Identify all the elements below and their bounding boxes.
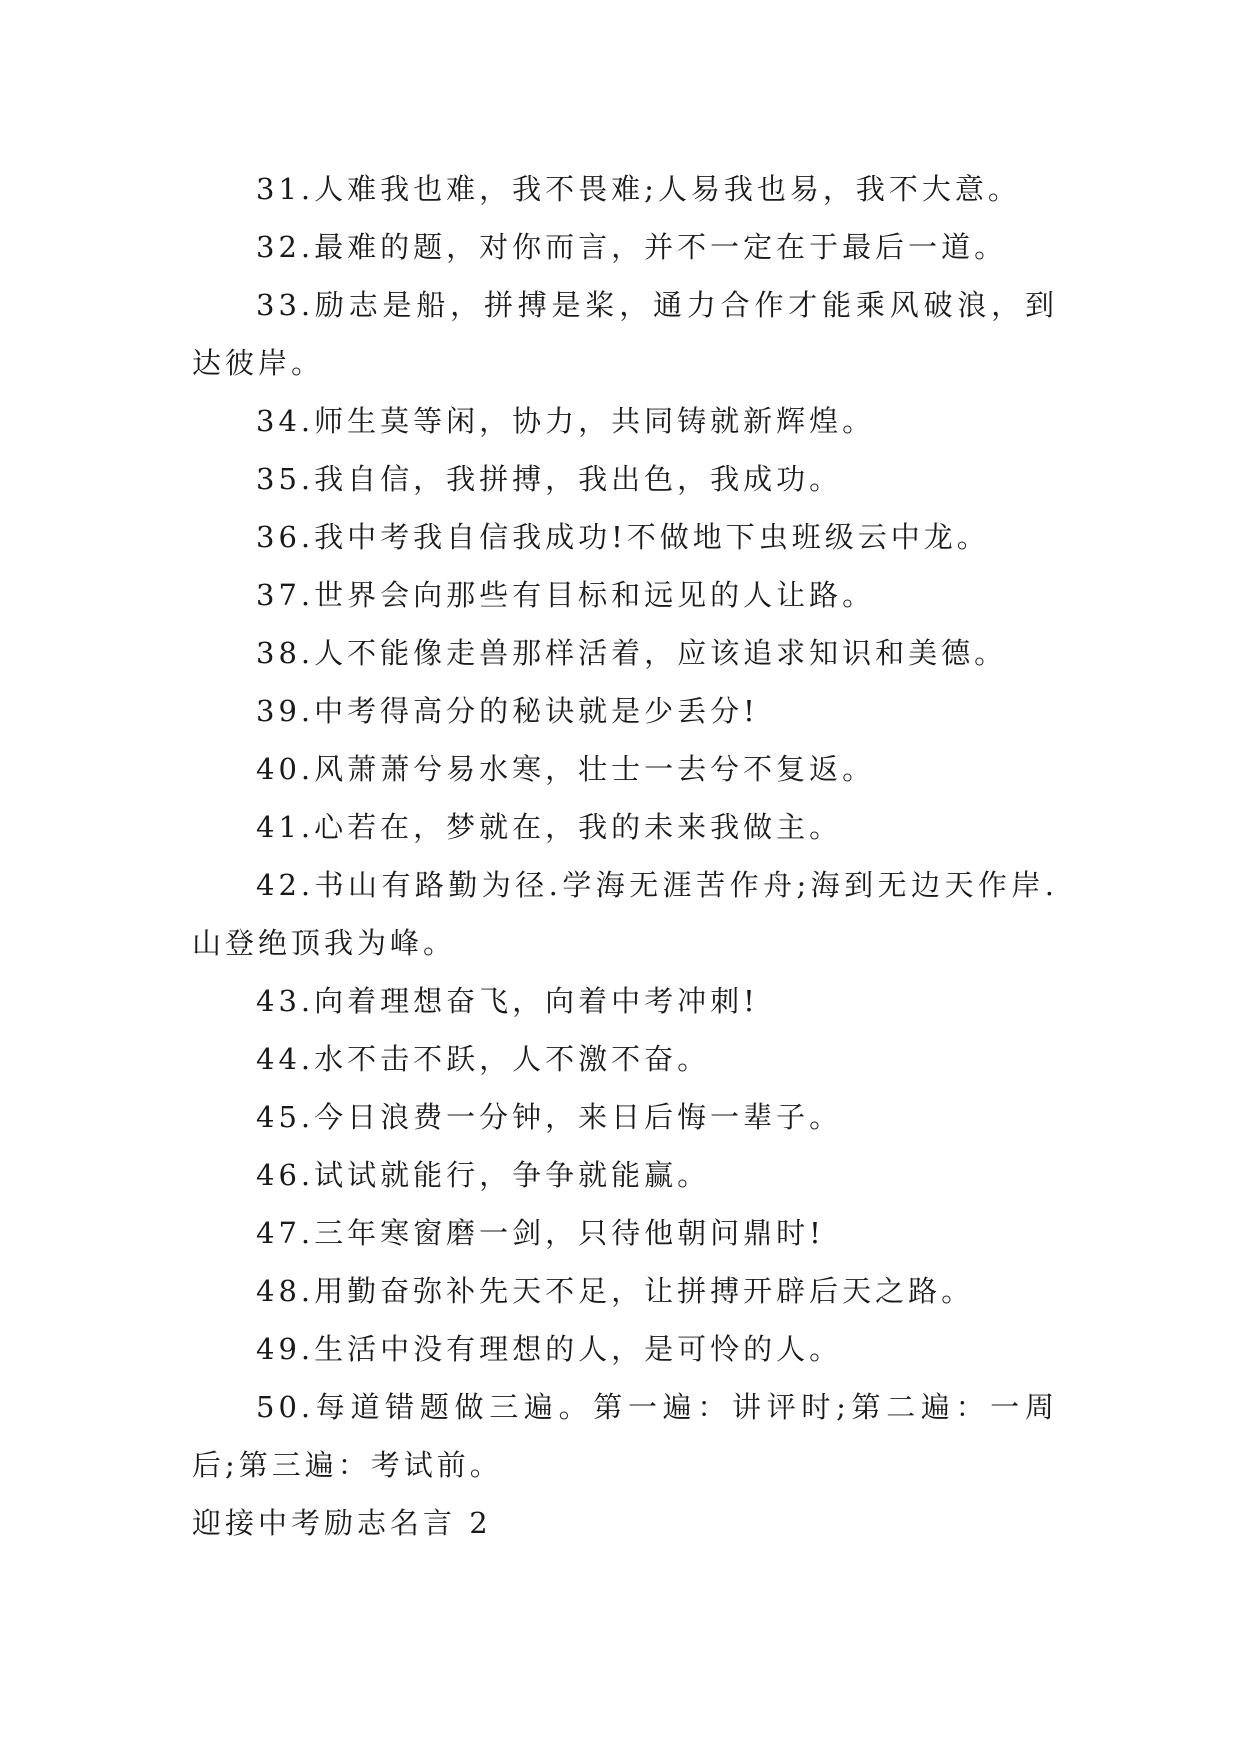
quote-43: 43.向着理想奋飞，向着中考冲刺!	[256, 984, 759, 1018]
quote-31: 31.人难我也难，我不畏难;人易我也易，我不大意。	[256, 172, 1021, 206]
quote-47: 47.三年寒窗磨一剑，只待他朝问鼎时!	[256, 1216, 825, 1250]
quote-44: 44.水不击不跃，人不激不奋。	[256, 1042, 711, 1076]
quote-42: 42.书山有路勤为径.学海无涯苦作舟;海到无边天作岸.山登绝顶我为峰。	[192, 868, 1058, 960]
quote-33: 33.励志是船，拼搏是桨，通力合作才能乘风破浪，到达彼岸。	[192, 288, 1058, 380]
quote-48: 48.用勤奋弥补先天不足，让拼搏开辟后天之路。	[256, 1274, 975, 1308]
quote-41: 41.心若在，梦就在，我的未来我做主。	[256, 810, 843, 844]
quote-36: 36.我中考我自信我成功!不做地下虫班级云中龙。	[256, 520, 990, 554]
quote-50: 50.每道错题做三遍。第一遍：讲评时;第二遍：一周后;第三遍：考试前。	[192, 1390, 1058, 1482]
section-heading: 迎接中考励志名言 2	[192, 1506, 492, 1540]
quote-39: 39.中考得高分的秘诀就是少丢分!	[256, 694, 759, 728]
quote-38: 38.人不能像走兽那样活着，应该追求知识和美德。	[256, 636, 1008, 670]
quote-32: 32.最难的题，对你而言，并不一定在于最后一道。	[256, 230, 1008, 264]
quote-37: 37.世界会向那些有目标和远见的人让路。	[256, 578, 876, 612]
quote-46: 46.试试就能行，争争就能赢。	[256, 1158, 711, 1192]
document-body	[192, 160, 1058, 1552]
quote-40: 40.风萧萧兮易水寒，壮士一去兮不复返。	[256, 752, 876, 786]
quote-35: 35.我自信，我拼搏，我出色，我成功。	[256, 462, 843, 496]
quote-34: 34.师生莫等闲，协力，共同铸就新辉煌。	[256, 404, 876, 438]
quote-49: 49.生活中没有理想的人，是可怜的人。	[256, 1332, 843, 1366]
quote-45: 45.今日浪费一分钟，来日后悔一辈子。	[256, 1100, 843, 1134]
